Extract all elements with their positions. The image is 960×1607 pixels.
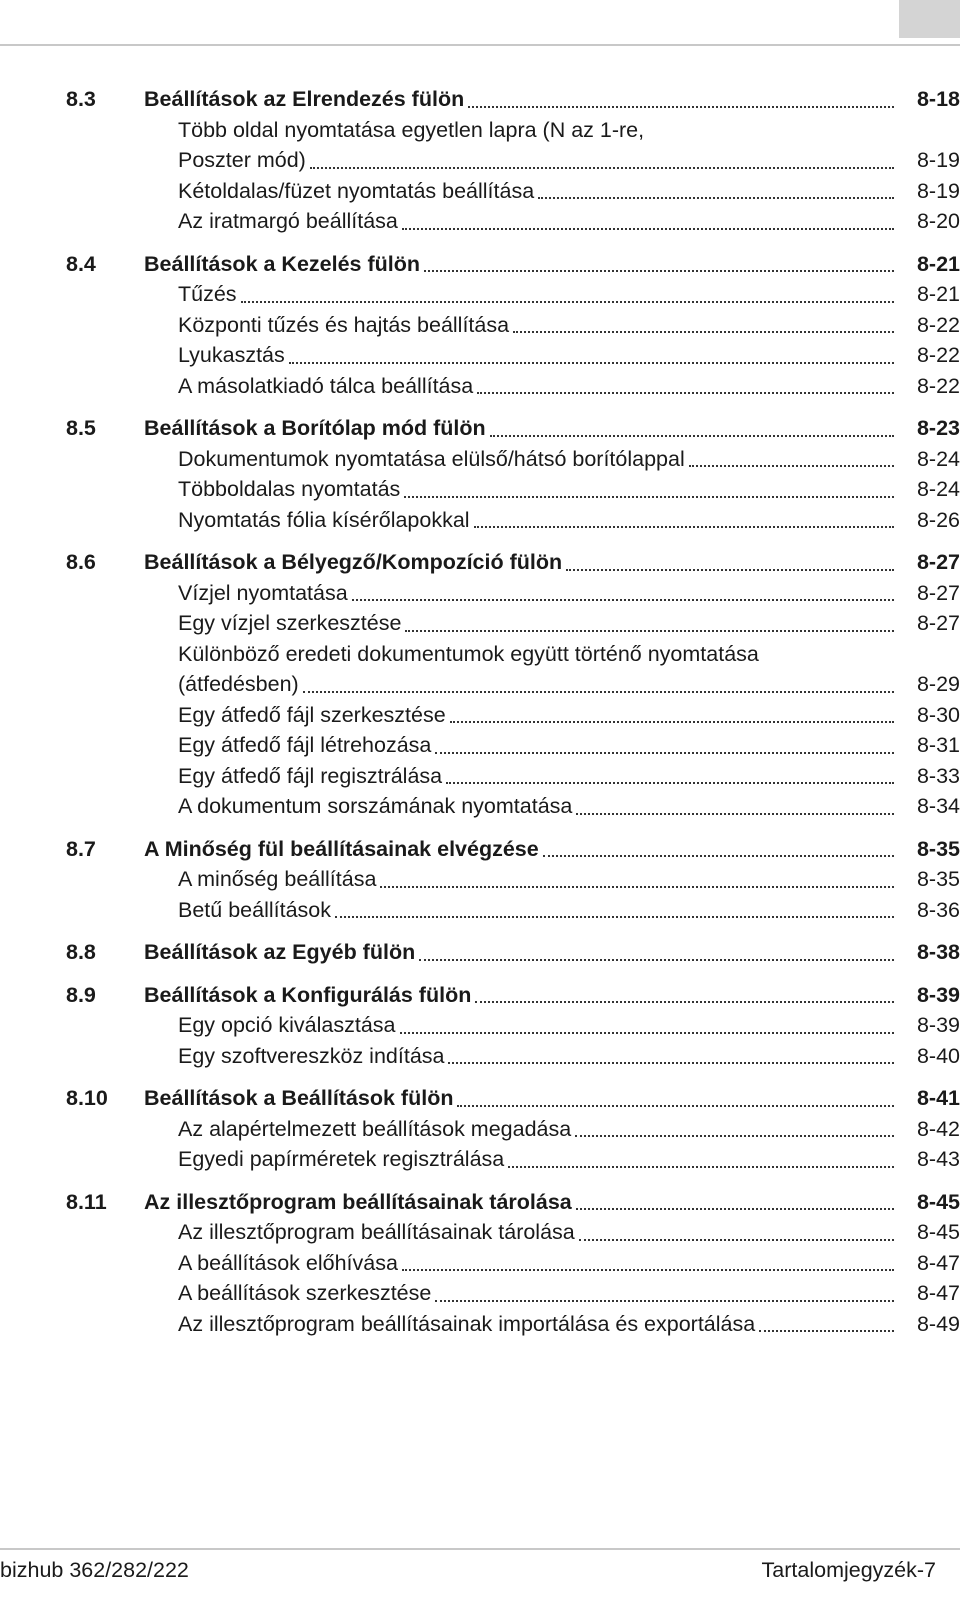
toc-subentry[interactable] <box>66 474 960 505</box>
toc-dot-leader <box>446 782 894 784</box>
toc-entry-title: A beállítások előhívása <box>178 1250 398 1275</box>
toc-page-number: 8-29 <box>916 672 960 696</box>
toc-subentry[interactable] <box>66 1114 960 1145</box>
toc-entry-title: Az iratmargó beállítása <box>178 209 398 233</box>
toc-dot-leader <box>566 569 894 571</box>
toc-entry-title: A Minőség fül beállításainak elvégzése <box>144 836 539 861</box>
toc-entry-title: Egy vízjel szerkesztése <box>178 611 402 635</box>
toc-dot-leader <box>402 1269 894 1271</box>
toc-dot-leader <box>404 496 894 498</box>
toc-page-number: 8-31 <box>916 733 960 757</box>
toc-entry-title: Beállítások a Borítólap mód fülön <box>144 416 486 440</box>
toc-dot-leader <box>405 630 894 632</box>
toc-subentry[interactable] <box>66 371 960 402</box>
toc-dot-leader <box>468 106 894 108</box>
toc-dot-leader <box>380 886 894 888</box>
toc-page-number: 8-21 <box>916 282 960 306</box>
toc-section-number: 8.3 <box>66 87 96 111</box>
toc-page-number: 8-22 <box>916 312 960 337</box>
toc-entry-title: A minőség beállítása <box>178 867 377 891</box>
toc-page-number: 8-38 <box>916 940 960 964</box>
toc-dot-leader <box>448 1062 894 1064</box>
toc-page-number: 8-33 <box>916 763 960 788</box>
toc-entry-title: Egyedi papírméretek regisztrálása <box>178 1147 505 1171</box>
toc-entry-title: Nyomtatás fólia kísérőlapokkal <box>178 507 470 532</box>
toc-dot-leader <box>490 435 894 437</box>
toc-subentry[interactable] <box>66 761 960 792</box>
toc-section-number: 8.4 <box>66 251 96 276</box>
toc-page-number: 8-39 <box>916 1013 960 1037</box>
table-of-contents <box>66 84 960 1339</box>
toc-dot-leader <box>759 1330 894 1332</box>
toc-entry-title: Beállítások a Kezelés fülön <box>144 251 421 276</box>
toc-subentry[interactable] <box>66 1144 960 1175</box>
toc-section-entry[interactable] <box>66 834 960 865</box>
toc-section-entry[interactable] <box>66 547 960 578</box>
toc-dot-leader <box>450 721 894 723</box>
toc-entry-title: Kétoldalas/füzet nyomtatás beállítása <box>178 178 535 203</box>
toc-section-number: 8.11 <box>66 1189 107 1214</box>
toc-section-entry[interactable] <box>66 1187 960 1218</box>
toc-entry-title: Egy opció kiválasztása <box>178 1013 396 1037</box>
toc-dot-leader <box>543 855 894 857</box>
toc-dot-leader <box>538 197 894 199</box>
toc-dot-leader <box>241 301 894 303</box>
footer-product: bizhub 362/282/222 <box>0 1558 189 1582</box>
toc-entry-title: Az illesztőprogram beállításainak tárolása <box>178 1220 575 1244</box>
toc-entry-title: (átfedésben) <box>178 672 299 696</box>
toc-dot-leader <box>579 1239 894 1241</box>
toc-page-number: 8-36 <box>916 897 960 922</box>
toc-page-number: 8-35 <box>916 867 960 891</box>
toc-section-number: 8.5 <box>66 416 96 440</box>
toc-entry-title: Beállítások a Konfigurálás fülön <box>144 982 472 1007</box>
toc-page-number: 8-42 <box>916 1116 960 1141</box>
toc-entry-title: Különböző eredeti dokumentumok együtt történő nyomtatása <box>178 641 759 666</box>
toc-entry-title: Betű beállítások <box>178 897 331 922</box>
toc-dot-leader <box>474 526 894 528</box>
toc-entry-title: Központi tűzés és hajtás beállítása <box>178 312 510 337</box>
toc-section-number: 8.7 <box>66 836 96 861</box>
footer-rule <box>0 1548 960 1550</box>
toc-entry-title: Az illesztőprogram beállításainak tárolása <box>144 1189 572 1214</box>
toc-dot-leader <box>457 1105 894 1107</box>
toc-entry-title: Dokumentumok nyomtatása elülső/hátsó borítólappal <box>178 446 685 471</box>
toc-dot-leader <box>576 813 894 815</box>
toc-subentry[interactable] <box>66 444 960 475</box>
toc-dot-leader <box>419 959 894 961</box>
toc-entry-title: Poszter mód) <box>178 148 306 172</box>
corner-tab <box>899 0 960 38</box>
toc-dot-leader <box>402 228 894 230</box>
toc-entry-title: Lyukasztás <box>178 343 285 367</box>
toc-subentry[interactable] <box>66 310 960 341</box>
toc-entry-title: Többoldalas nyomtatás <box>178 477 401 501</box>
toc-page-number: 8-20 <box>916 209 960 233</box>
toc-entry-title: Az illesztőprogram beállításainak importálása és exportálása <box>178 1311 756 1336</box>
toc-entry-title: Egy szoftvereszköz indítása <box>178 1043 445 1068</box>
toc-entry-title: Beállítások az Elrendezés fülön <box>144 87 465 111</box>
toc-page-number: 8-30 <box>916 702 960 727</box>
toc-dot-leader <box>513 331 894 333</box>
toc-subentry[interactable] <box>66 669 960 700</box>
toc-subentry[interactable] <box>66 1010 960 1041</box>
toc-dot-leader <box>424 270 894 272</box>
toc-dot-leader <box>335 916 894 918</box>
toc-dot-leader <box>310 167 894 169</box>
toc-section-entry[interactable] <box>66 1083 960 1114</box>
toc-entry-title: A dokumentum sorszámának nyomtatása <box>178 794 573 818</box>
toc-dot-leader <box>689 465 894 467</box>
toc-subentry[interactable] <box>66 895 960 926</box>
toc-page-number: 8-40 <box>916 1043 960 1068</box>
toc-page-number: 8-34 <box>916 794 960 818</box>
toc-section-entry[interactable] <box>66 980 960 1011</box>
toc-subentry[interactable] <box>66 279 960 310</box>
toc-section-entry[interactable] <box>66 937 960 968</box>
toc-entry-title: A másolatkiadó tálca beállítása <box>178 373 474 398</box>
toc-subentry[interactable] <box>66 115 960 146</box>
toc-entry-title: Tűzés <box>178 282 237 306</box>
toc-dot-leader <box>435 752 894 754</box>
toc-dot-leader <box>477 392 894 394</box>
toc-page-number: 8-27 <box>916 611 960 635</box>
toc-subentry[interactable] <box>66 730 960 761</box>
toc-entry-title: Vízjel nyomtatása <box>178 580 348 605</box>
toc-page-number: 8-26 <box>916 507 960 532</box>
toc-entry-title: Az alapértelmezett beállítások megadása <box>178 1116 572 1141</box>
toc-subentry[interactable] <box>66 145 960 176</box>
toc-page-number: 8-39 <box>916 982 960 1007</box>
toc-dot-leader <box>352 599 894 601</box>
toc-section-number: 8.9 <box>66 982 96 1007</box>
toc-page-number: 8-43 <box>916 1147 960 1171</box>
toc-entry-title: Több oldal nyomtatása egyetlen lapra (N az 1-re, <box>178 117 645 142</box>
toc-page-number: 8-47 <box>916 1281 960 1305</box>
toc-subentry[interactable] <box>66 340 960 371</box>
toc-dot-leader <box>576 1208 894 1210</box>
toc-dot-leader <box>400 1032 895 1034</box>
toc-page-number: 8-21 <box>916 251 960 276</box>
toc-entry-title: A beállítások szerkesztése <box>178 1281 432 1305</box>
toc-page-number: 8-24 <box>916 446 960 471</box>
toc-section-entry[interactable] <box>66 249 960 280</box>
toc-subentry[interactable] <box>66 608 960 639</box>
toc-entry-title: Egy átfedő fájl létrehozása <box>178 733 432 757</box>
toc-subentry[interactable] <box>66 505 960 536</box>
toc-subentry[interactable] <box>66 206 960 237</box>
header-rule <box>0 44 960 46</box>
toc-section-number: 8.10 <box>66 1086 108 1110</box>
toc-subentry[interactable] <box>66 176 960 207</box>
toc-dot-leader <box>575 1135 894 1137</box>
toc-section-entry[interactable] <box>66 84 960 115</box>
toc-section-number: 8.6 <box>66 550 96 574</box>
toc-dot-leader <box>303 691 894 693</box>
toc-page-number: 8-22 <box>916 343 960 367</box>
toc-subentry[interactable] <box>66 578 960 609</box>
toc-subentry[interactable] <box>66 1278 960 1309</box>
toc-page-number: 8-45 <box>916 1189 960 1214</box>
toc-subentry[interactable] <box>66 1041 960 1072</box>
toc-page-number: 8-22 <box>916 373 960 398</box>
toc-subentry[interactable] <box>66 1248 960 1279</box>
toc-page-number: 8-19 <box>916 178 960 203</box>
toc-page-number: 8-19 <box>916 148 960 172</box>
toc-entry-title: Egy átfedő fájl szerkesztése <box>178 702 446 727</box>
toc-page-number: 8-47 <box>916 1250 960 1275</box>
toc-entry-title: Beállítások az Egyéb fülön <box>144 940 416 964</box>
toc-page-number: 8-45 <box>916 1220 960 1244</box>
toc-entry-title: Egy átfedő fájl regisztrálása <box>178 763 443 788</box>
toc-subentry[interactable] <box>66 864 960 895</box>
toc-page-number: 8-27 <box>916 550 960 574</box>
toc-page-number: 8-27 <box>916 580 960 605</box>
toc-page-number: 8-49 <box>916 1311 960 1336</box>
toc-page-number: 8-24 <box>916 477 960 501</box>
toc-page-number: 8-18 <box>916 87 960 111</box>
toc-section-number: 8.8 <box>66 940 96 964</box>
toc-entry-title: Beállítások a Bélyegző/Kompozíció fülön <box>144 550 563 574</box>
toc-subentry[interactable] <box>66 1309 960 1340</box>
toc-section-entry[interactable] <box>66 413 960 444</box>
toc-dot-leader <box>475 1001 894 1003</box>
toc-dot-leader <box>435 1300 894 1302</box>
toc-page-number: 8-35 <box>916 836 960 861</box>
toc-subentry[interactable] <box>66 1217 960 1248</box>
toc-page-number: 8-23 <box>916 416 960 440</box>
toc-page-number: 8-41 <box>916 1086 960 1110</box>
toc-dot-leader <box>289 362 894 364</box>
toc-dot-leader <box>508 1166 894 1168</box>
toc-subentry[interactable] <box>66 639 960 670</box>
toc-entry-title: Beállítások a Beállítások fülön <box>144 1086 454 1110</box>
toc-subentry[interactable] <box>66 700 960 731</box>
toc-subentry[interactable] <box>66 791 960 822</box>
footer-page-label: Tartalomjegyzék-7 <box>761 1558 936 1582</box>
